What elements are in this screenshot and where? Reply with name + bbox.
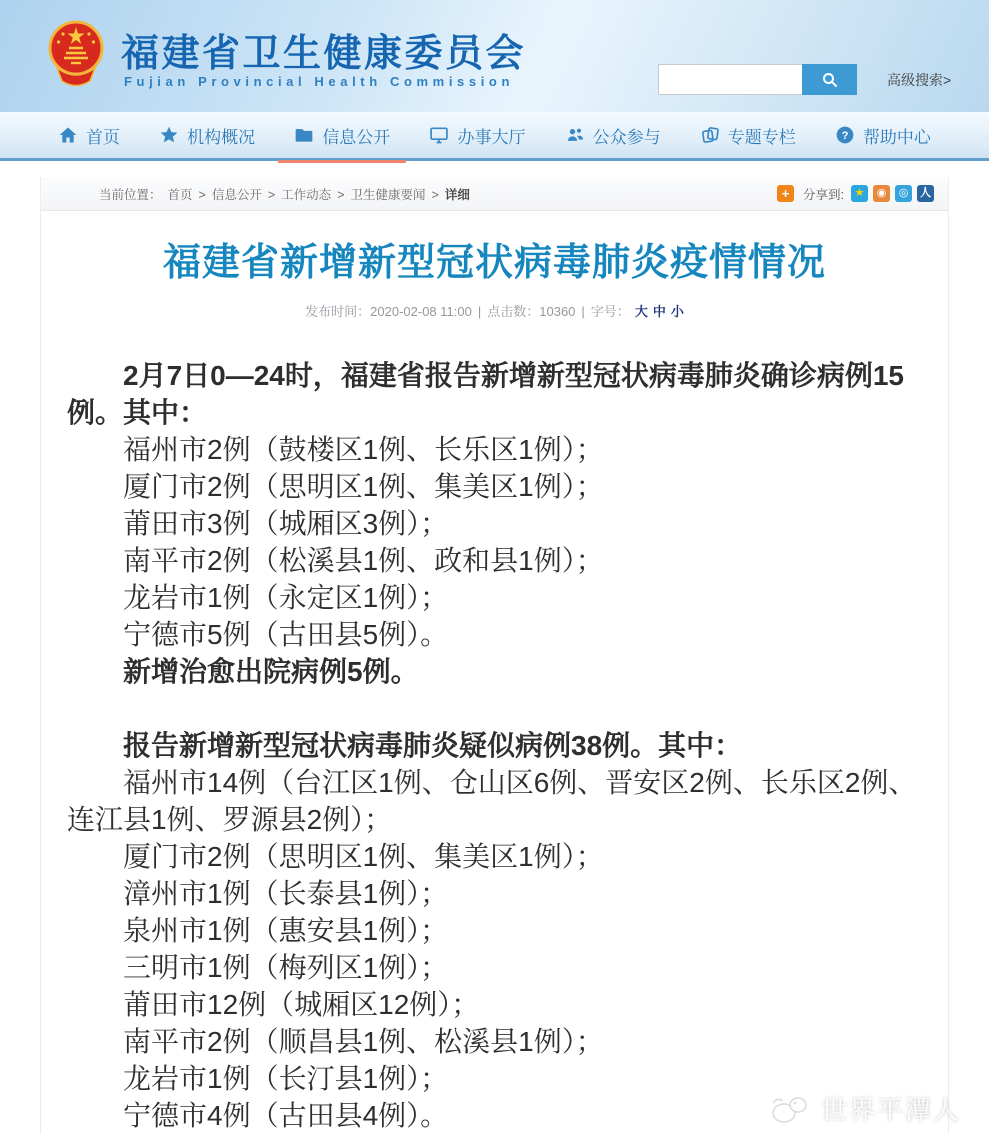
nav-item-home[interactable]	[58, 111, 120, 160]
breadcrumb-item-detail: 详细	[444, 187, 470, 202]
home-icon	[58, 125, 78, 145]
breadcrumb-item-work[interactable]: 工作动态	[281, 187, 332, 202]
question-icon	[835, 125, 855, 145]
breadcrumb-separator: >	[198, 187, 206, 202]
nav-item-label: 首页	[86, 127, 120, 147]
people-icon	[565, 125, 585, 145]
breadcrumb-separator: >	[267, 187, 276, 202]
site-subtitle: Fujian Provincial Health Commission	[124, 74, 514, 89]
article-body	[65, 357, 924, 1134]
nav-item-label: 公众参与	[592, 127, 661, 147]
weibo-icon[interactable]: ◉	[873, 185, 890, 202]
share-label: 分享到:	[803, 187, 844, 202]
nav-item-label: 办事大厅	[457, 127, 526, 147]
article	[41, 231, 948, 1134]
star-icon	[159, 125, 179, 145]
body-paragraph: 厦门市2例（思明区1例、集美区1例）；	[123, 841, 604, 872]
monitor-icon	[429, 125, 449, 145]
body-paragraph: 南平市2例（松溪县1例、政和县1例）；	[123, 545, 604, 576]
main-nav	[0, 112, 989, 161]
breadcrumb-label: 当前位置：	[99, 187, 162, 202]
breadcrumb-bar	[41, 177, 948, 211]
nav-item-help-center[interactable]	[835, 111, 931, 160]
tqq-weibo-icon[interactable]: ◎	[895, 185, 912, 202]
pages-icon	[700, 125, 720, 145]
body-paragraph: 报告新增新型冠状病毒肺炎疑似病例38例。其中：	[123, 730, 743, 761]
body-paragraph: 新增治愈出院病例5例。	[123, 656, 419, 687]
nav-item-info-disclosure[interactable]	[294, 111, 390, 160]
meta-divider: |	[581, 304, 585, 319]
folder-icon	[294, 125, 314, 145]
body-paragraph: 厦门市2例（思明区1例、集美区1例）；	[123, 471, 604, 502]
fontsize-large-button[interactable]: 大	[634, 304, 648, 319]
nav-item-public-participation[interactable]	[565, 111, 661, 160]
nav-item-label: 专题专栏	[727, 127, 796, 147]
nav-item-special-columns[interactable]	[700, 111, 796, 160]
share-bar	[777, 185, 934, 203]
publish-time-value: 2020-02-08 11:00	[370, 304, 472, 319]
body-paragraph: 宁德市5例（古田县5例）。	[123, 619, 449, 650]
content-card	[40, 177, 949, 1134]
nav-item-label: 帮助中心	[862, 127, 931, 147]
site-title: 福建省卫生健康委员会	[121, 33, 527, 75]
renren-icon[interactable]: 人	[917, 185, 934, 202]
search-input[interactable]	[658, 64, 802, 95]
meta-divider: |	[477, 304, 482, 319]
nav-item-overview[interactable]	[159, 111, 255, 160]
breadcrumb-separator: >	[431, 187, 439, 202]
advanced-search-link[interactable]: 高级搜索>	[887, 71, 952, 88]
breadcrumb-item-news[interactable]: 卫生健康要闻	[350, 187, 426, 202]
body-paragraph: 泉州市1例（惠安县1例）；	[123, 915, 449, 946]
clicks-value: 10360	[539, 304, 576, 319]
nav-item-label: 信息公开	[322, 127, 391, 147]
site-banner	[0, 0, 989, 112]
share-plus-icon[interactable]: +	[777, 185, 794, 202]
fontsize-medium-button[interactable]: 中	[652, 304, 666, 319]
svg-text:?: ?	[841, 130, 849, 142]
body-paragraph: 莆田市12例（城厢区12例）；	[123, 989, 480, 1020]
breadcrumb-item-info[interactable]: 信息公开	[211, 187, 262, 202]
qzone-icon[interactable]: ★	[851, 185, 868, 202]
breadcrumb-separator: >	[337, 187, 345, 202]
nav-item-service-hall[interactable]	[429, 111, 525, 160]
body-paragraph: 南平市2例（顺昌县1例、松溪县1例）；	[123, 1026, 604, 1057]
article-title: 福建省新增新型冠状病毒肺炎疫情情况	[162, 242, 826, 284]
search-button[interactable]	[802, 64, 857, 95]
body-paragraph: 2月7日0—24时，福建省报告新增新型冠状病毒肺炎确诊病例15例。其中：	[67, 360, 905, 428]
watermark-text: 世界平潭人	[820, 1095, 961, 1125]
search-icon	[821, 71, 839, 89]
national-emblem-icon	[44, 16, 108, 90]
publish-time-label: 发布时间：	[305, 304, 371, 319]
nav-item-label: 机构概况	[187, 127, 256, 147]
breadcrumb-item-home[interactable]: 首页	[167, 187, 193, 202]
fontsize-small-button[interactable]: 小	[670, 304, 684, 319]
body-paragraph: 龙岩市1例（长汀县1例）；	[123, 1063, 449, 1094]
body-paragraph: 漳州市1例（长泰县1例）；	[123, 878, 449, 909]
body-paragraph: 龙岩市1例（永定区1例）；	[123, 582, 449, 613]
body-paragraph: 三明市1例（梅列区1例）；	[123, 952, 449, 983]
breadcrumb	[96, 185, 473, 203]
search-area	[658, 64, 951, 95]
body-paragraph: 福州市2例（鼓楼区1例、长乐区1例）；	[123, 434, 604, 465]
fontsize-label: 字号：	[590, 304, 630, 319]
clicks-label: 点击数：	[487, 304, 540, 319]
body-paragraph: 莆田市3例（城厢区3例）；	[123, 508, 449, 539]
body-paragraph: 福州市14例（台江区1例、仓山区6例、晋安区2例、长乐区2例、连江县1例、罗源县2例）；	[67, 767, 917, 835]
body-paragraph: 宁德市4例（古田县4例）。	[123, 1100, 449, 1131]
article-meta	[65, 301, 924, 320]
